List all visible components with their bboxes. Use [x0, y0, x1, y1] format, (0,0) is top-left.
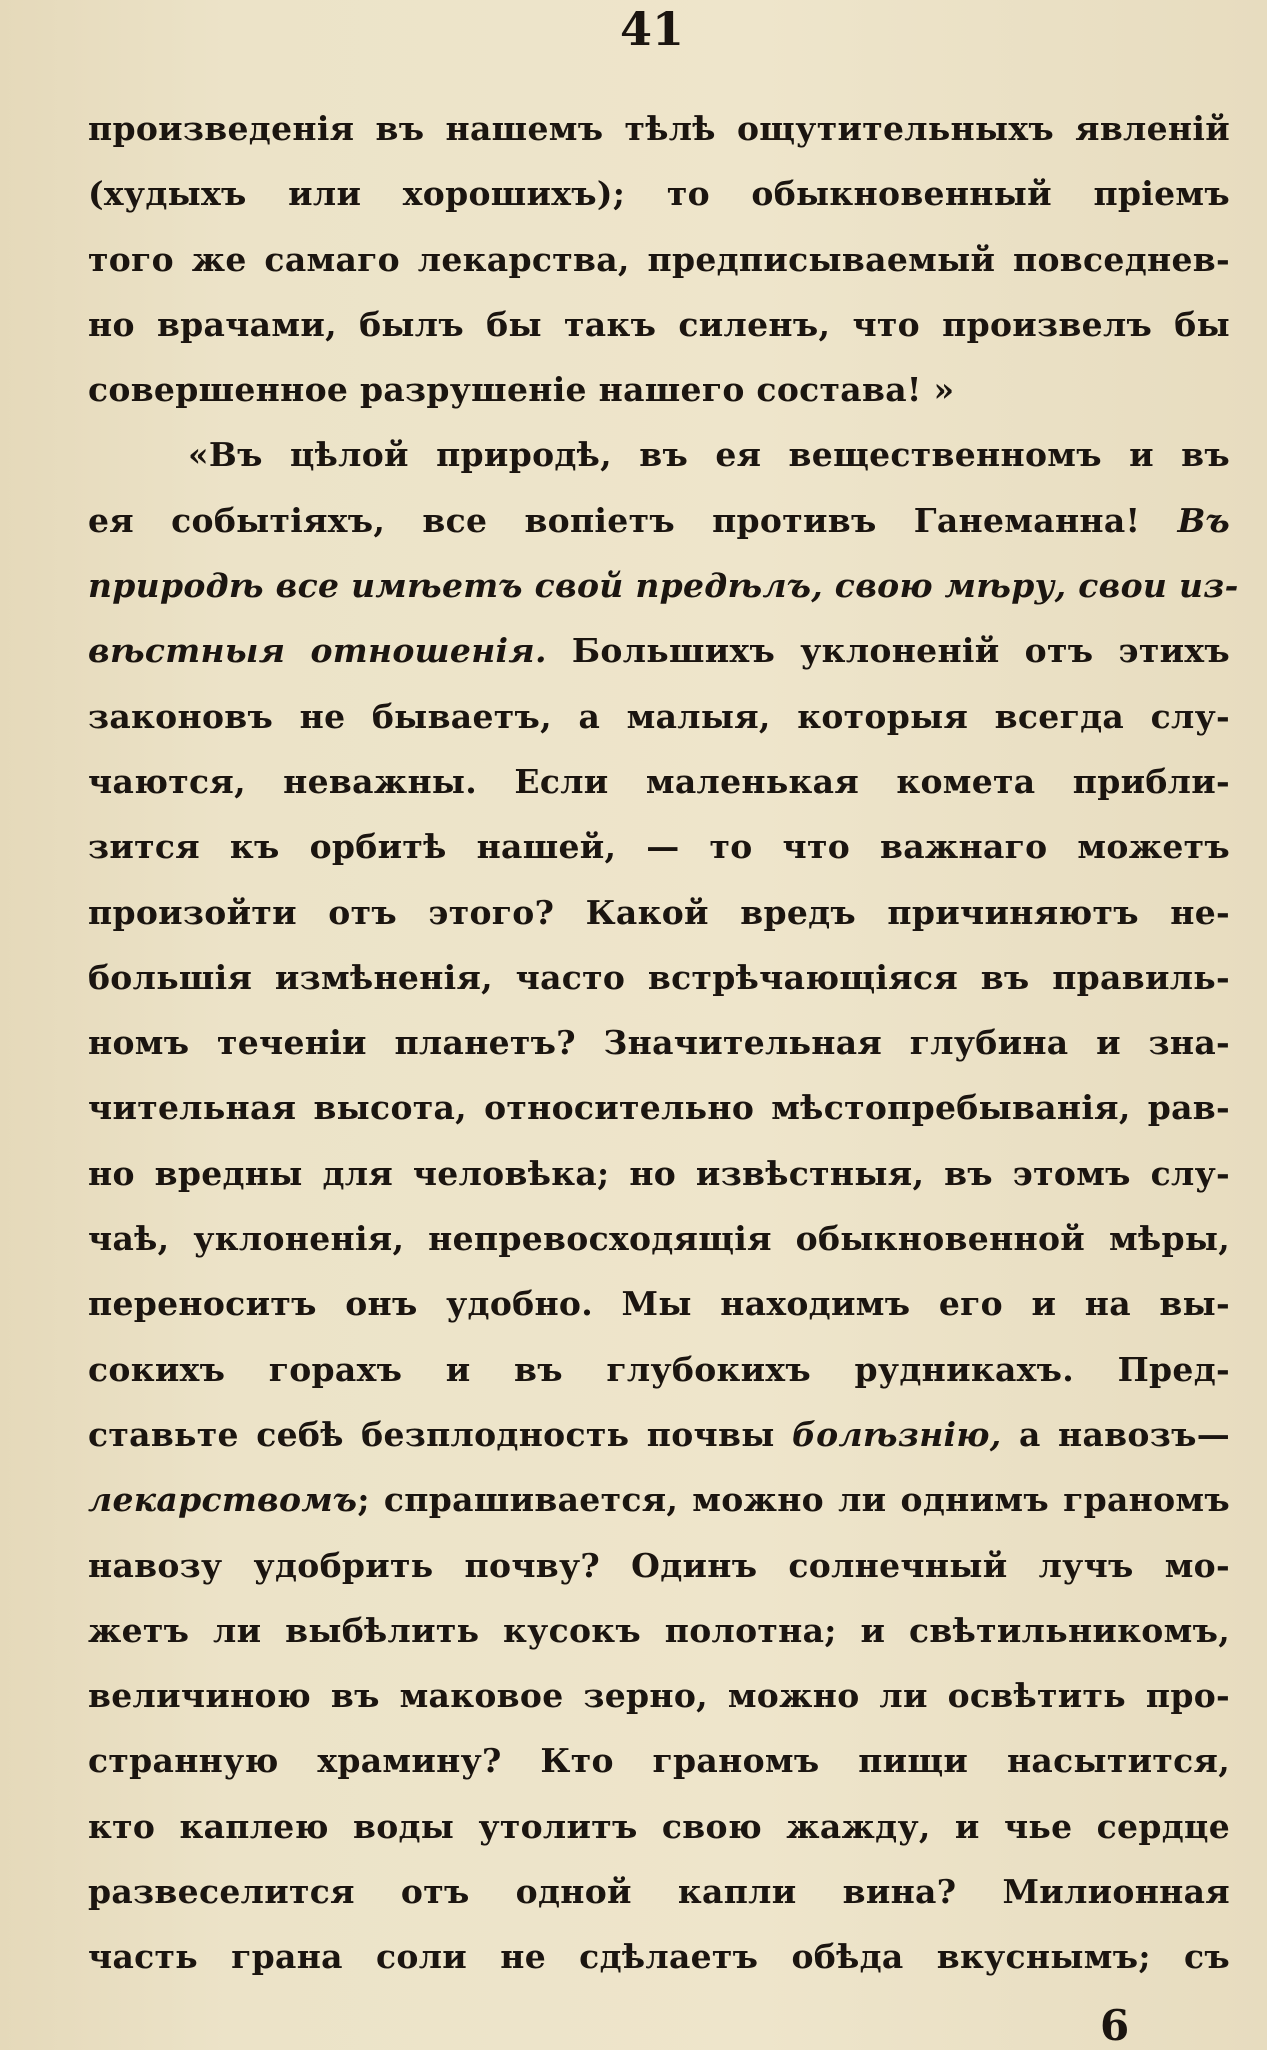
text-line: [88, 1402, 1230, 1467]
text-line: величиною въ маковое зерно, можно ли освѣтить про-: [88, 1676, 1230, 1716]
text-line: [88, 1467, 1230, 1532]
text-run: Большихъ уклоненій отъ этихъ: [546, 631, 1230, 671]
text-line: зится къ орбитѣ нашей, — то что важнаго можетъ: [88, 827, 1230, 867]
text-line: сокихъ горахъ и въ глубокихъ рудникахъ. Пред-: [88, 1349, 1230, 1389]
italic-run: природѣ все имѣетъ свой предѣлъ, свою мѣру, свои из-: [88, 566, 1239, 606]
text-line: но врачами, былъ бы такъ силенъ, что произвелъ бы: [88, 304, 1230, 344]
text-line: [88, 553, 1239, 618]
signature-mark: 6: [1100, 2001, 1130, 2050]
italic-run: болѣзнію,: [792, 1414, 1002, 1454]
text-line: [88, 488, 1230, 553]
text-line: часть грана соли не сдѣлаетъ обѣда вкуснымъ; съ: [88, 1937, 1230, 1977]
text-line: большія измѣненія, часто встрѣчающіяся въ правиль-: [88, 957, 1230, 997]
text-line: странную храмину? Кто граномъ пищи насытится,: [88, 1741, 1230, 1781]
text-line: переноситъ онъ удобно. Мы находимъ его и на вы-: [88, 1284, 1230, 1324]
page-number: 41: [620, 2, 685, 56]
text-run: ; спрашивается, можно ли однимъ граномъ: [357, 1480, 1230, 1520]
text-line: чительная высота, относительно мѣстопребыванія, рав-: [88, 1088, 1230, 1128]
text-line: навозу удобрить почву? Одинъ солнечный лучъ мо-: [88, 1545, 1230, 1585]
italic-run: вѣстныя отношенія.: [88, 631, 547, 671]
text-line: [88, 618, 1230, 683]
text-line: (худыхъ или хорошихъ); то обыкновенный пріемъ: [88, 174, 1230, 214]
text-line: развеселится отъ одной капли вина? Милионная: [88, 1872, 1230, 1912]
text-line: чаѣ, уклоненія, непревосходящія обыкновенной мѣры,: [88, 1219, 1230, 1259]
text-line: совершенное разрушеніе нашего состава! »: [88, 370, 955, 410]
text-line: кто каплею воды утолитъ свою жажду, и чье сердце: [88, 1806, 1230, 1846]
text-run: ставьте себѣ безплодность почвы: [88, 1414, 792, 1454]
body-text: [88, 96, 1239, 1990]
italic-run: Въ: [1177, 500, 1230, 540]
text-line: произойти отъ этого? Какой вредъ причиняютъ не-: [88, 892, 1230, 932]
text-line: жетъ ли выбѣлить кусокъ полотна; и свѣтильникомъ,: [88, 1610, 1230, 1650]
text-line: того же самаго лекарства, предписываемый повседнев-: [88, 239, 1230, 279]
text-run: а навозъ—: [1001, 1414, 1230, 1454]
text-line: законовъ не бываетъ, а малыя, которыя всегда слу-: [88, 696, 1230, 736]
paragraph-start-line: [88, 422, 1230, 487]
text-run: ея событіяхъ, все вопіетъ противъ Ганеманна!: [88, 500, 1178, 540]
text-line: произведенія въ нашемъ тѣлѣ ощутительныхъ явленій: [88, 109, 1230, 148]
text-line: чаются, неважны. Если маленькая комета прибли-: [88, 761, 1230, 801]
text-line: номъ теченіи планетъ? Значительная глубина и зна-: [88, 1023, 1230, 1063]
text-run: «Въ цѣлой природѣ, въ ея вещественномъ и въ: [188, 435, 1230, 475]
text-line: но вредны для человѣка; но извѣстныя, въ этомъ слу-: [88, 1153, 1230, 1193]
italic-run: лекарствомъ: [88, 1480, 358, 1520]
